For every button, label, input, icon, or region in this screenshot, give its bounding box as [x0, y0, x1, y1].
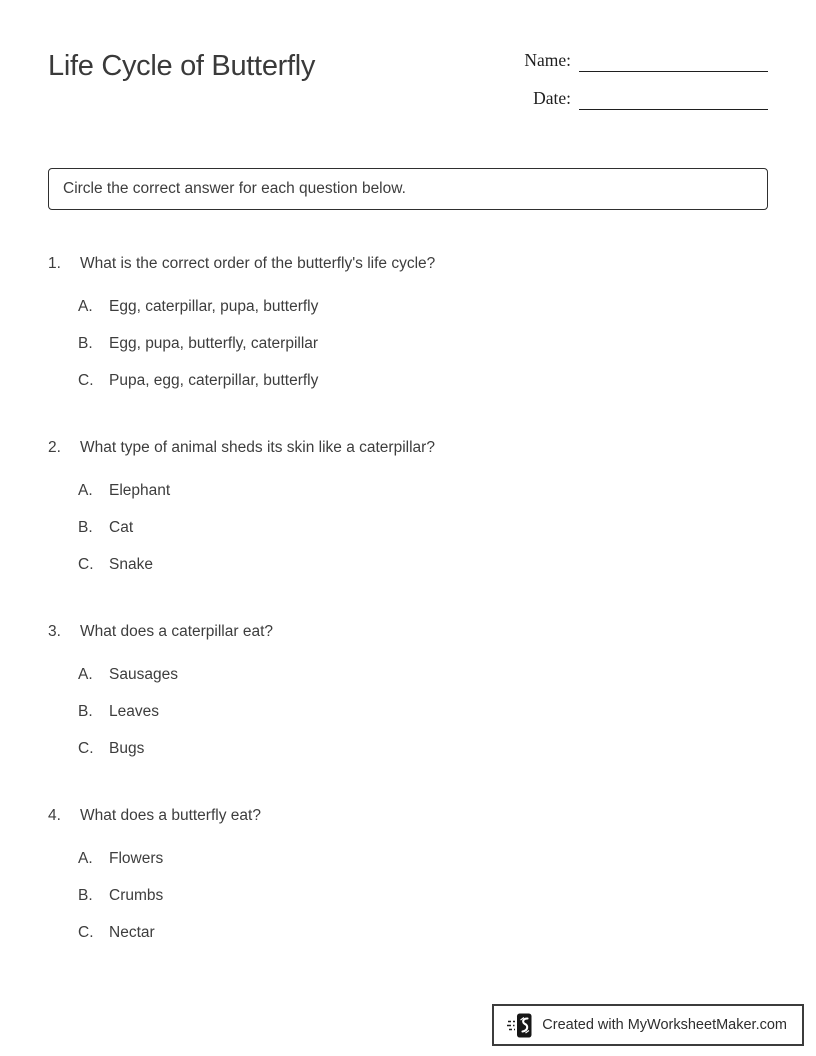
choice-letter: B.	[78, 887, 93, 904]
choice-text: Flowers	[109, 850, 164, 867]
question-text: What is the correct order of the butterfly's life cycle?	[80, 255, 436, 272]
choice-letter: A.	[78, 482, 93, 499]
choice-letter: A.	[78, 666, 93, 683]
name-blank-line	[579, 50, 768, 72]
page-title: Life Cycle of Butterfly	[48, 50, 316, 82]
question-text-row	[48, 252, 768, 275]
choices	[48, 295, 768, 392]
question-number: 3.	[48, 623, 61, 640]
choice-letter: C.	[78, 372, 94, 389]
choice-c	[78, 553, 768, 576]
choice-b	[78, 700, 768, 723]
choice-letter: B.	[78, 519, 93, 536]
choice-a	[78, 847, 768, 870]
instructions-text: Circle the correct answer for each question below.	[63, 180, 406, 197]
choice-letter: A.	[78, 298, 93, 315]
choice-b	[78, 516, 768, 539]
question-number: 4.	[48, 807, 61, 824]
choices	[48, 479, 768, 576]
choice-b	[78, 884, 768, 907]
name-date-block	[516, 50, 768, 126]
question-number: 1.	[48, 255, 61, 272]
choice-letter: C.	[78, 556, 94, 573]
choice-text: Bugs	[109, 740, 145, 757]
question-text-row	[48, 620, 768, 643]
question-number: 2.	[48, 439, 61, 456]
choice-text: Crumbs	[109, 887, 164, 904]
instructions-box	[48, 168, 768, 210]
question-2	[48, 436, 768, 576]
myworksheetmaker-logo-icon	[507, 1011, 534, 1040]
choice-text: Egg, pupa, butterfly, caterpillar	[109, 335, 319, 352]
choice-letter: C.	[78, 924, 94, 941]
name-label: Name:	[524, 50, 571, 70]
choice-text: Snake	[109, 556, 153, 573]
choice-c	[78, 737, 768, 760]
choice-letter: B.	[78, 335, 93, 352]
question-3	[48, 620, 768, 760]
name-row	[516, 50, 768, 72]
choice-text: Leaves	[109, 703, 159, 720]
choice-b	[78, 332, 768, 355]
choice-a	[78, 479, 768, 502]
choice-text: Cat	[109, 519, 134, 536]
question-1	[48, 252, 768, 392]
choice-text: Egg, caterpillar, pupa, butterfly	[109, 298, 319, 315]
question-text: What does a caterpillar eat?	[80, 623, 273, 640]
choice-letter: C.	[78, 740, 94, 757]
question-text: What type of animal sheds its skin like a caterpillar?	[80, 439, 435, 456]
choices	[48, 847, 768, 944]
question-text-row	[48, 804, 768, 827]
choice-text: Nectar	[109, 924, 155, 941]
date-row	[516, 88, 768, 110]
question-text-row	[48, 436, 768, 459]
choice-a	[78, 295, 768, 318]
choice-c	[78, 369, 768, 392]
choice-letter: B.	[78, 703, 93, 720]
question-text: What does a butterfly eat?	[80, 807, 261, 824]
choice-a	[78, 663, 768, 686]
choice-text: Elephant	[109, 482, 171, 499]
question-4	[48, 804, 768, 944]
footer-credit-box	[492, 1004, 804, 1046]
footer-credit-text: Created with MyWorksheetMaker.com	[542, 1017, 787, 1033]
date-blank-line	[579, 88, 768, 110]
question-list	[48, 252, 768, 988]
choice-c	[78, 921, 768, 944]
choices	[48, 663, 768, 760]
choice-text: Sausages	[109, 666, 178, 683]
date-label: Date:	[533, 88, 571, 108]
choice-text: Pupa, egg, caterpillar, butterfly	[109, 372, 319, 389]
choice-letter: A.	[78, 850, 93, 867]
